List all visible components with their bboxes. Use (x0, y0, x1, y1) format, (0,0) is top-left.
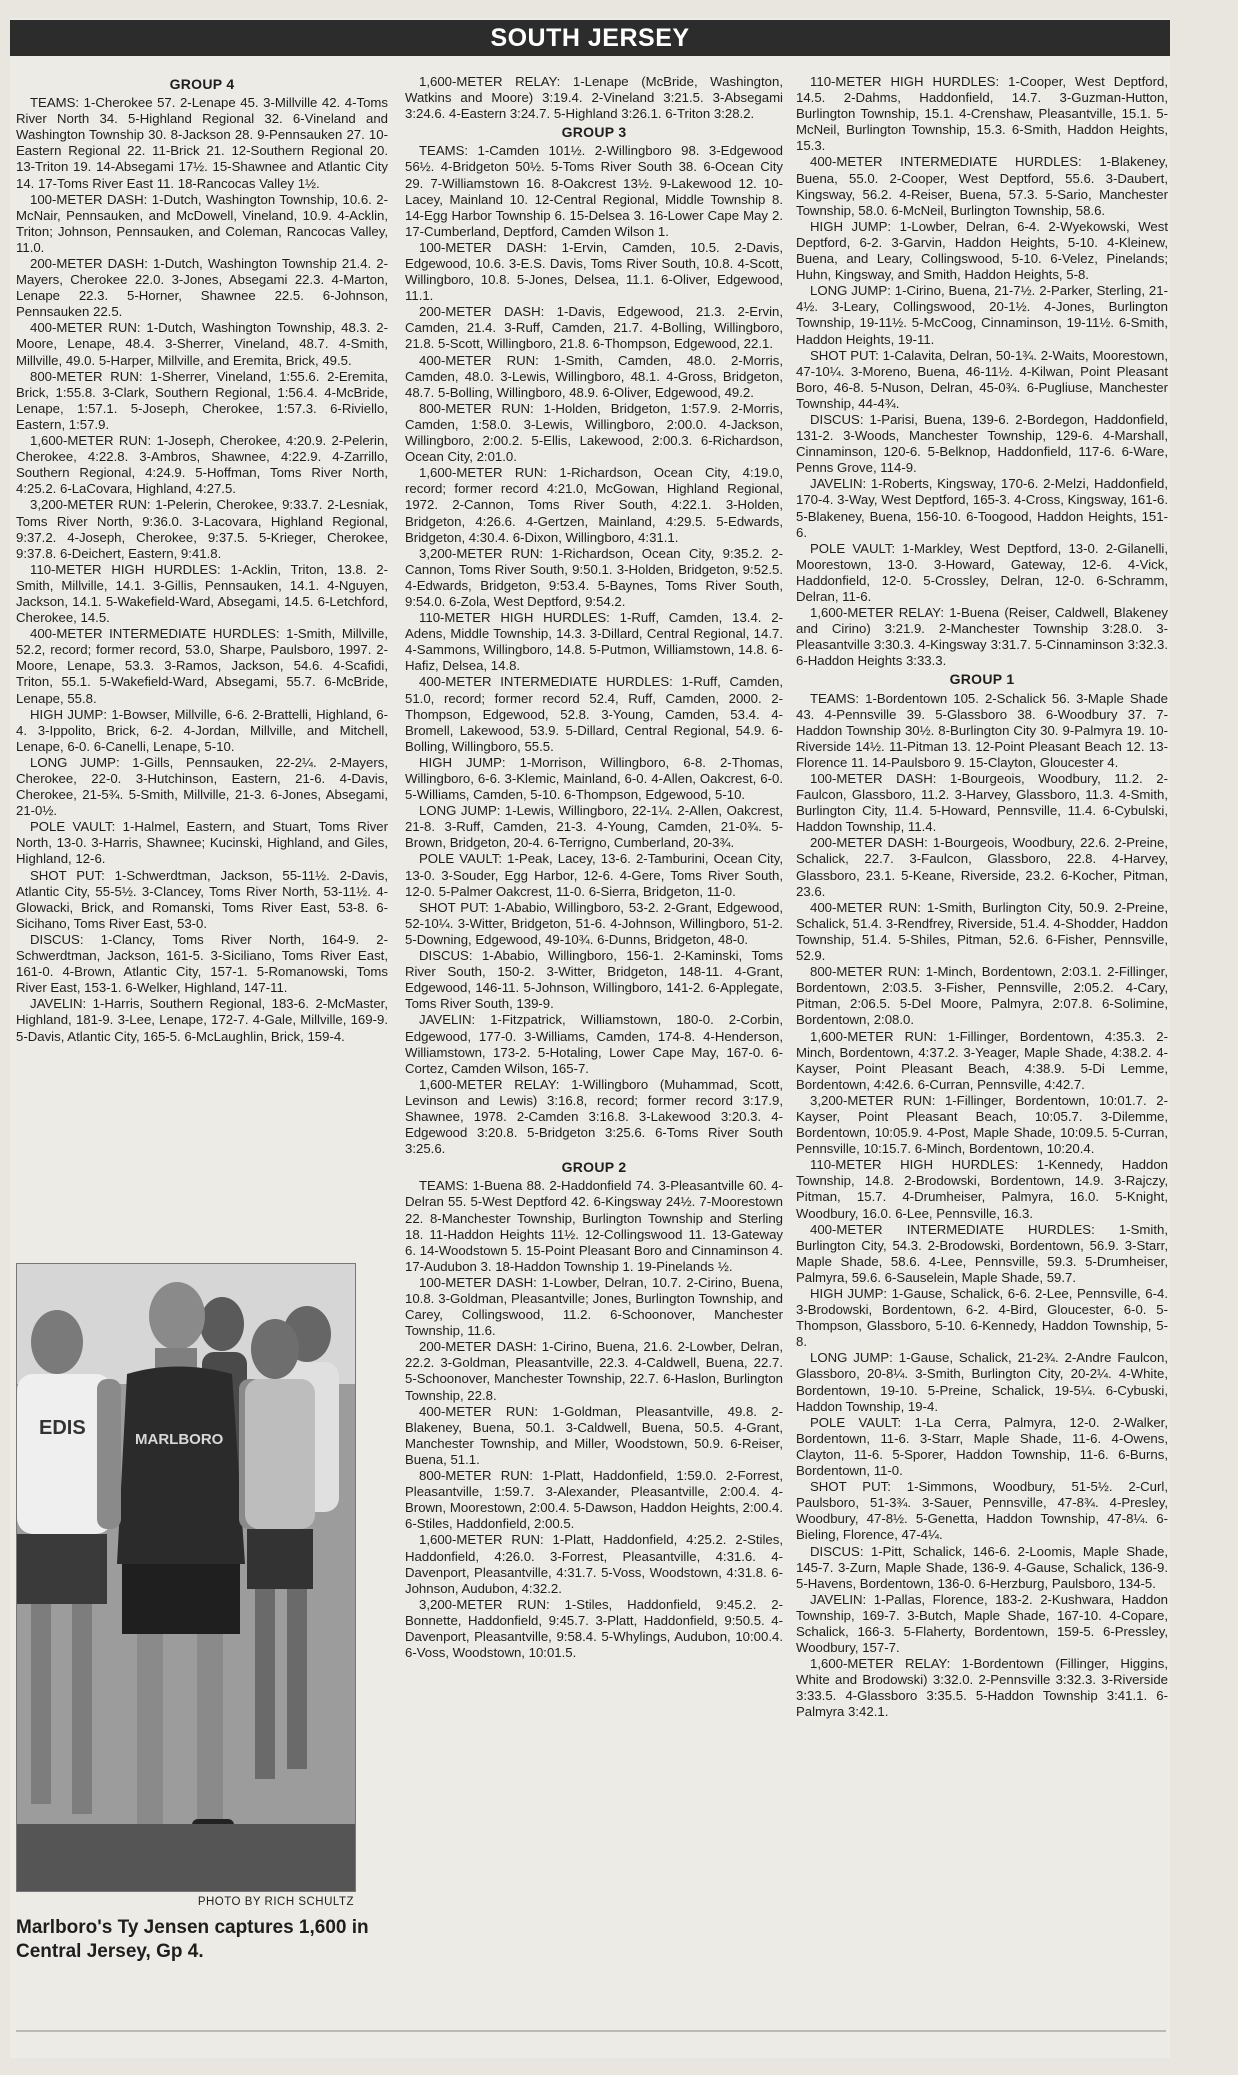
results-paragraph: 400-METER RUN: 1-Smith, Camden, 48.0. 2-Morris, Camden, 48.0. 3-Lewis, Willingboro, 48.1. 4-Gross, Bridgeton, 48.7. 5-Bolling, Willingboro, 48.9. 6-Oliver, Edgewood, 49.2. (405, 352, 783, 400)
results-paragraph: JAVELIN: 1-Harris, Southern Regional, 183-6. 2-McMaster, Highland, 181-9. 3-Lee, Lenape, 172-7. 4-Gale, Millville, 169-9. 5-Davis, Atlantic City, 165-5. 6-McLaughlin, Brick, 159-4. (16, 996, 388, 1044)
results-paragraph: LONG JUMP: 1-Cirino, Buena, 21-7½. 2-Parker, Sterling, 21-4½. 3-Leary, Collingswood, 20-1½. 4-Jones, Burlington Township, 19-11½. 5-McCoog, Cinnaminson, 19-11½. 6-Smith, Haddon Heights, 19-11. (796, 283, 1168, 347)
results-paragraph: POLE VAULT: 1-Halmel, Eastern, and Stuart, Toms River North, 13-0. 3-Harris, Shawnee; Kucinski, Highland, and Giles, Highland, 12-6. (16, 819, 388, 867)
results-paragraph: TEAMS: 1-Buena 88. 2-Haddonfield 74. 3-Pleasantville 60. 4-Delran 55. 5-West Deptford 42. 6-Kingsway 24½. 7-Moorestown 22. 8-Manchester Township, Burlington Township and Sterling 18. 11-Haddon Heights 11½. 12-Collingswood 11. 13-Gateway 6. 14-Woodstown 5. 15-Point Pleasant Boro and Cinnaminson 4. 17-Audubon 3. 18-Haddon Township 1. 19-Pinelands ½. (405, 1178, 783, 1274)
results-paragraph: 200-METER DASH: 1-Davis, Edgewood, 21.3. 2-Ervin, Camden, 21.4. 3-Ruff, Camden, 21.7. 4-Bolling, Willingboro, 21.8. 5-Scott, Willingboro, 21.8. 6-Thompson, Edgewood, 22.1. (405, 304, 783, 352)
runners-photo (16, 1263, 356, 1892)
results-column-2 (405, 74, 783, 1661)
results-paragraph: DISCUS: 1-Ababio, Willingboro, 156-1. 2-Kaminski, Toms River South, 150-2. 3-Witter, Bridgeton, 148-11. 4-Grant, Edgewood, 146-11. 5-Johnson, Willingboro, 141-2. 6-Applegate, Toms River South, 139-9. (405, 948, 783, 1012)
results-paragraph: 400-METER RUN: 1-Dutch, Washington Township, 48.3. 2-Moore, Lenape, 48.4. 3-Sherrer, Vineland, 48.7. 4-Smith, Millville, 49.0. 5-Harper, Millville, and Eremita, Brick, 49.5. (16, 320, 388, 368)
results-paragraph: 400-METER INTERMEDIATE HURDLES: 1-Ruff, Camden, 51.0, record; former record 52.4, Ruff, Camden, 2000. 2-Thompson, Edgewood, 52.8. 3-Young, Camden, 53.4. 4-Bromell, Lakewood, 53.9. 5-Dillard, Central Regional, 54.9. 6-Bolling, Willingboro, 55.5. (405, 674, 783, 754)
results-column-1 (16, 74, 388, 1045)
results-paragraph: TEAMS: 1-Cherokee 57. 2-Lenape 45. 3-Millville 42. 4-Toms River North 34. 5-Highland Regional 32. 6-Vineland and Washington Township 30. 8-Jackson 28. 9-Pennsauken 27. 10-Eastern Regional 22. 11-Brick 21. 12-Southern Regional 20. 13-Triton 19. 14-Absegami 17½. 15-Shawnee and Atlantic City 14. 17-Toms River East 11. 18-Rancocas Valley 1½. (16, 95, 388, 191)
section-title: SOUTH JERSEY (490, 23, 690, 52)
results-paragraph: 200-METER DASH: 1-Dutch, Washington Township 21.4. 2-Mayers, Cherokee 22.0. 3-Jones, Absegami 22.3. 4-Marton, Lenape 22.3. 5-Horner, Shawnee 22.5. 6-Johnson, Pennsauken 22.5. (16, 256, 388, 320)
results-paragraph: 100-METER DASH: 1-Ervin, Camden, 10.5. 2-Davis, Edgewood, 10.6. 3-E.S. Davis, Toms River South, 10.8. 4-Scott, Willingboro, 10.8. 5-Jones, Delsea, 11.1. 6-Oliver, Edgewood, 11.1. (405, 239, 783, 304)
results-paragraph: LONG JUMP: 1-Gause, Schalick, 21-2¾. 2-Andre Faulcon, Glassboro, 20-8¼. 3-Smith, Burlington City, 20-2¼. 4-White, Bordentown, 19-10. 5-Preine, Schalick, 19-5¼. 6-Cybuski, Haddon Township, 19-4. (796, 1350, 1168, 1414)
jersey-text-left: EDIS (39, 1417, 86, 1439)
section-banner (10, 20, 1170, 56)
results-paragraph: 800-METER RUN: 1-Minch, Bordentown, 2:03.1. 2-Fillinger, Bordentown, 2:03.5. 3-Fisher, Pennsville, 2:05.2. 4-Cary, Pitman, 2:06.5. 5-Del Moore, Palmyra, 2:07.8. 6-Solimine, Bordentown, 2:08.0. (796, 964, 1168, 1028)
results-paragraph: 1,600-METER RELAY: 1-Willingboro (Muhammad, Scott, Levinson and Lewis) 3:16.8, record; former record 3:17.9, Shawnee, 1978. 2-Camden 3:16.8. 3-Lakewood 3:20.3. 4-Edgewood 3:20.8. 5-Bridgeton 3:25.6. 6-Toms River South 3:25.6. (405, 1076, 783, 1157)
results-paragraph: JAVELIN: 1-Fitzpatrick, Williamstown, 180-0. 2-Corbin, Edgewood, 177-0. 3-Williams, Camden, 174-8. 4-Henderson, Williamstown, 173-2. 5-Hotaling, Lower Cape May, 167-0. 6-Cortez, Camden Wilson, 165-7. (405, 1012, 783, 1076)
results-paragraph: 1,600-METER RUN: 1-Platt, Haddonfield, 4:25.2. 2-Stiles, Haddonfield, 4:26.0. 3-Forrest, Pleasantville, 4:31.6. 4-Davenport, Pleasantville, 4:31.7. 5-Voss, Woodstown, 4:31.8. 6-Johnson, Audubon, 4:32.2. (405, 1532, 783, 1596)
results-paragraph: 3,200-METER RUN: 1-Stiles, Haddonfield, 9:45.2. 2-Bonnette, Haddonfield, 9:45.7. 3-Platt, Haddonfield, 9:50.5. 4-Davenport, Pleasantville, 9:58.4. 5-Whylings, Audubon, 10:00.4. 6-Voss, Woodstown, 10:01.5. (405, 1596, 783, 1661)
results-paragraph: DISCUS: 1-Clancy, Toms River North, 164-9. 2-Schwerdtman, Jackson, 161-5. 3-Siciliano, Toms River East, 161-0. 4-Brown, Atlantic City, 157-1. 5-Romanowski, Toms River East, 153-1. 6-Welker, Highland, 147-11. (16, 931, 388, 996)
results-paragraph: SHOT PUT: 1-Calavita, Delran, 50-1¾. 2-Waits, Moorestown, 47-10¼. 3-Moreno, Buena, 46-11½. 4-Kilwan, Point Pleasant Boro, 46-8. 5-Nuson, Delran, 45-0¾. 6-Pugliuse, Manchester Township, 44-4¾. (796, 347, 1168, 411)
results-paragraph: 1,600-METER RUN: 1-Richardson, Ocean City, 4:19.0, record; former record 4:21.0, McGowan, Highland Regional, 1972. 2-Cannon, Toms River South, 4:22.1. 3-Holden, Bridgeton, 4:26.6. 4-Gertzen, Mainland, 4:29.5. 5-Edwards, Bridgeton, 4:30.4. 6-Dixon, Willingboro, 4:31.1. (405, 465, 783, 545)
results-paragraph: POLE VAULT: 1-Peak, Lacey, 13-6. 2-Tamburini, Ocean City, 13-0. 3-Souder, Egg Harbor, 12-6. 4-Gere, Toms River South, 12-0. 5-Palmer Oakcrest, 11-0. 6-Sierra, Bridgeton, 11-0. (405, 851, 783, 899)
results-paragraph: 400-METER RUN: 1-Smith, Burlington City, 50.9. 2-Preine, Schalick, 51.4. 3-Rendfrey, Riverside, 51.4. 4-Shodder, Haddon Township, 51.4. 5-Shiles, Pitman, 52.6. 6-Fisher, Pennsville, 52.9. (796, 899, 1168, 964)
results-paragraph: 800-METER RUN: 1-Platt, Haddonfield, 1:59.0. 2-Forrest, Pleasantville, 1:59.7. 3-Alexander, Pleasantville, 2:00.4. 4-Brown, Moorestown, 2:00.4. 5-Dawson, Haddon Heights, 2:00.4. 6-Stiles, Haddonfield, 2:00.5. (405, 1468, 783, 1532)
results-paragraph: HIGH JUMP: 1-Morrison, Willingboro, 6-8. 2-Thomas, Willingboro, 6-6. 3-Klemic, Mainland, 6-0. 4-Allen, Oakcrest, 6-0. 5-Williams, Camden, 5-10. 6-Thompson, Edgewood, 5-10. (405, 754, 783, 803)
group-heading: GROUP 2 (561, 1159, 627, 1176)
results-paragraph: 3,200-METER RUN: 1-Fillinger, Bordentown, 10:01.7. 2-Kayser, Point Pleasant Beach, 10:05.7. 3-Dilemme, Bordentown, 10:05.9. 4-Post, Maple Shade, 10:09.5. 5-Curran, Pennsville, 10:15.7. 6-Minch, Bordentown, 10:20.4. (796, 1092, 1168, 1157)
results-paragraph: 800-METER RUN: 1-Holden, Bridgeton, 1:57.9. 2-Morris, Camden, 1:58.0. 3-Lewis, Willingboro, 2:00.0. 4-Jackson, Willingboro, 2:00.2. 5-Ellis, Lakewood, 2:00.3. 6-Richardson, Ocean City, 2:01.0. (405, 400, 783, 465)
results-paragraph: 110-METER HIGH HURDLES: 1-Kennedy, Haddon Township, 14.8. 2-Brodowski, Bordentown, 14.9. 3-Rajczy, Pitman, 15.7. 4-Drumheiser, Palmyra, 16.0. 5-Knight, Woodbury, 16.0. 6-Lee, Pennsville, 16.3. (796, 1157, 1168, 1221)
results-paragraph: 200-METER DASH: 1-Bourgeois, Woodbury, 22.6. 2-Preine, Schalick, 22.7. 3-Faulcon, Glassboro, 22.8. 4-Harvey, Glassboro, 23.1. 5-Keane, Riverside, 23.2. 6-Kocher, Pitman, 23.6. (796, 835, 1168, 899)
results-paragraph: 400-METER RUN: 1-Goldman, Pleasantville, 49.8. 2-Blakeney, Buena, 50.1. 3-Caldwell, Buena, 50.5. 4-Grant, Manchester Township, and Miller, Woodstown, 50.9. 6-Reiser, Buena, 51.1. (405, 1403, 783, 1467)
results-paragraph: DISCUS: 1-Parisi, Buena, 139-6. 2-Bordegon, Haddonfield, 131-2. 3-Woods, Manchester Township, 129-6. 4-Marshall, Cinnaminson, 120-6. 5-Belknop, Haddonfield, 117-6. 6-Ware, Penns Grove, 114-9. (796, 411, 1168, 476)
results-paragraph: HIGH JUMP: 1-Bowser, Millville, 6-6. 2-Brattelli, Highland, 6-4. 3-Ippolito, Brick, 6-2. 4-Jordan, Millville, and Mitchell, Lenape, 6-0. 6-Canelli, Lenape, 5-10. (16, 706, 388, 754)
results-paragraph: HIGH JUMP: 1-Lowber, Delran, 6-4. 2-Wyekowski, West Deptford, 6-2. 3-Garvin, Haddon Heights, 5-10. 4-Kleinew, Buena, and Leary, Collingswood, 5-10. 6-Velez, Pinelands; Huhn, Kingsway, and Smith, Haddon Heights, 5-8. (796, 218, 1168, 283)
group-heading: GROUP 3 (561, 124, 627, 141)
results-paragraph: LONG JUMP: 1-Gills, Pennsauken, 22-2¼. 2-Mayers, Cherokee, 22-0. 3-Hutchinson, Eastern, 21-6. 4-Davis, Cherokee, 21-5¾. 5-Smith, Millville, 21-3. 6-Jones, Absegami, 21-0½. (16, 754, 388, 819)
results-paragraph: 110-METER HIGH HURDLES: 1-Acklin, Triton, 13.8. 2-Smith, Millville, 14.1. 3-Gillis, Pennsauken, 14.1. 4-Nguyen, Jackson, 14.1. 5-Wakefield-Ward, Absegami, 14.5. 6-Letchford, Cherokee, 14.5. (16, 561, 388, 626)
results-paragraph: HIGH JUMP: 1-Gause, Schalick, 6-6. 2-Lee, Pennsville, 6-4. 3-Brodowski, Bordentown, 6-2. 4-Bird, Gloucester, 6-0. 5-Thompson, Glassboro, 5-10. 6-Kennedy, Haddon Township, 5-8. (796, 1286, 1168, 1350)
results-paragraph: SHOT PUT: 1-Schwerdtman, Jackson, 55-11½. 2-Davis, Atlantic City, 55-5½. 3-Clancey, Toms River North, 53-11½. 4-Glowacki, Brick, and Romanski, Toms River East, 53-8. 6-Sicihano, Toms River East, 53-0. (16, 867, 388, 931)
results-paragraph: 1,600-METER RUN: 1-Joseph, Cherokee, 4:20.9. 2-Pelerin, Cherokee, 4:22.8. 3-Ambros, Shawnee, 4:22.9. 4-Zarrillo, Southern Regional, 4:24.9. 5-Hoffman, Toms River North, 4:25.2. 6-LaCovara, Highland, 4:27.5. (16, 433, 388, 497)
results-paragraph: DISCUS: 1-Pitt, Schalick, 146-6. 2-Loomis, Maple Shade, 145-7. 3-Zurn, Maple Shade, 136-9. 4-Gause, Schalick, 136-9. 5-Havens, Bordentown, 136-0. 6-Herzburg, Paulsboro, 134-5. (796, 1543, 1168, 1591)
results-paragraph: 400-METER INTERMEDIATE HURDLES: 1-Blakeney, Buena, 55.0. 2-Cooper, West Deptford, 55.6. 3-Daubert, Kingsway, 56.2. 4-Reiser, Buena, 57.3. 5-Sario, Manchester Township, 58.0. 6-McNeil, Burlington Township, 58.6. (796, 154, 1168, 218)
results-paragraph: 800-METER RUN: 1-Sherrer, Vineland, 1:55.6. 2-Eremita, Brick, 1:55.8. 3-Clark, Southern Regional, 1:56.4. 4-McBride, Lenape, 1:57.1. 5-Joseph, Cherokee, 1:57.3. 6-Riviello, Eastern, 1:57.9. (16, 368, 388, 432)
results-paragraph: JAVELIN: 1-Roberts, Kingsway, 170-6. 2-Melzi, Haddonfield, 170-4. 3-Way, West Deptford, 165-3. 4-Cross, Kingsway, 161-6. 5-Blakeney, Buena, 156-10. 6-Toogood, Haddon Heights, 151-6. (796, 476, 1168, 540)
results-paragraph: 3,200-METER RUN: 1-Richardson, Ocean City, 9:35.2. 2-Cannon, Toms River South, 9:50.1. 3-Holden, Bridgeton, 9:52.5. 4-Edwards, Bridgeton, 9:53.4. 5-Baynes, Toms River South, 9:54.0. 6-Zola, West Deptford, 9:54.2. (405, 545, 783, 609)
results-paragraph: 400-METER INTERMEDIATE HURDLES: 1-Smith, Burlington City, 54.3. 2-Brodowski, Bordentown, 56.9. 3-Starr, Maple Shade, 58.6. 4-Lee, Pennsville, 59.3. 5-Drumheiser, Palmyra, 59.6. 6-Sauselein, Maple Shade, 59.7. (796, 1221, 1168, 1285)
results-paragraph: 3,200-METER RUN: 1-Pelerin, Cherokee, 9:33.7. 2-Lesniak, Toms River North, 9:36.0. 3-Lacovara, Highland Regional, 9:37.2. 4-Joseph, Cherokee, 9:37.5. 5-Krieger, Cherokee, 9:37.8. 6-Deichert, Eastern, 9:41.8. (16, 497, 388, 561)
results-paragraph: SHOT PUT: 1-Simmons, Woodbury, 51-5½. 2-Curl, Paulsboro, 51-3¾. 3-Sauer, Pennsville, 47-8¾. 4-Presley, Woodbury, 47-8½. 5-Genetta, Haddon Township, 47-8¼. 6-Bieling, Florence, 47-4¼. (796, 1479, 1168, 1543)
results-paragraph: 1,600-METER RUN: 1-Fillinger, Bordentown, 4:35.3. 2-Minch, Bordentown, 4:37.2. 3-Yeager, Maple Shade, 4:38.2. 4-Kayser, Point Pleasant Beach, 4:38.9. 5-Di Lemme, Bordentown, 4:42.6. 6-Curran, Pennsville, 4:42.7. (796, 1028, 1168, 1092)
results-paragraph: JAVELIN: 1-Pallas, Florence, 183-2. 2-Kushwara, Haddon Township, 169-7. 3-Butch, Maple Shade, 167-10. 4-Copare, Schalick, 166-3. 5-Flaherty, Bordentown, 159-5. 6-Pressley, Woodbury, 157-7. (796, 1591, 1168, 1656)
bottom-rule (16, 2030, 1166, 2032)
results-paragraph: 100-METER DASH: 1-Dutch, Washington Township, 10.6. 2-McNair, Pennsauken, and McDowell, Vineland, 10.9. 4-Acklin, Triton; Johnson, Pennsauken, and Coleman, Rancocas Valley, 11.0. (16, 191, 388, 255)
results-paragraph: 100-METER DASH: 1-Lowber, Delran, 10.7. 2-Cirino, Buena, 10.8. 3-Goldman, Pleasantville; Jones, Burlington Township, and Carey, Collingswood, 11.2. 6-Schoonover, Manchester Township, 11.6. (405, 1274, 783, 1339)
group-heading: GROUP 1 (949, 671, 1015, 688)
results-paragraph: 110-METER HIGH HURDLES: 1-Cooper, West Deptford, 14.5. 2-Dahms, Haddonfield, 14.7. 3-Guzman-Hutton, Burlington Township, 15.1. 4-Crenshaw, Pleasantville, 15.1. 5-McNeil, Burlington Township, 15.3. 6-Smith, Haddon Heights, 15.3. (796, 74, 1168, 154)
results-paragraph: 200-METER DASH: 1-Cirino, Buena, 21.6. 2-Lowber, Delran, 22.2. 3-Goldman, Pleasantville, 22.3. 4-Caldwell, Buena, 22.7. 5-Schoonover, Manchester Township, 22.7. 6-Haslon, Burlington Township, 22.8. (405, 1339, 783, 1403)
results-paragraph: 400-METER INTERMEDIATE HURDLES: 1-Smith, Millville, 52.2, record; former record, 53.0, Sharpe, Paulsboro, 1997. 2-Moore, Lenape, 53.3. 3-Ramos, Jackson, 54.6. 4-Scafidi, Triton, 55.1. 5-Wakefield-Ward, Absegami, 55.7. 6-McBride, Lenape, 55.8. (16, 626, 388, 706)
results-paragraph: POLE VAULT: 1-La Cerra, Palmyra, 12-0. 2-Walker, Bordentown, 11-6. 3-Starr, Maple Shade, 11-6. 4-Owens, Clayton, 11-6. 5-Sporer, Haddon Township, 11-6. 6-Burns, Bordentown, 11-0. (796, 1414, 1168, 1479)
results-paragraph: 100-METER DASH: 1-Bourgeois, Woodbury, 11.2. 2-Faulcon, Glassboro, 11.2. 3-Harvey, Glassboro, 11.3. 4-Smith, Burlington City, 11.4. 5-Howard, Pennsville, 11.4. 6-Cybulski, Haddon Township, 11.4. (796, 771, 1168, 835)
results-paragraph: 1,600-METER RELAY: 1-Buena (Reiser, Caldwell, Blakeney and Cirino) 3:21.9. 2-Manchester Township 3:28.0. 3-Pleasantville 3:30.3. 4-Kingsway 3:31.7. 5-Cinnaminson 3:32.3. 6-Haddon Heights 3:33.3. (796, 605, 1168, 669)
results-paragraph: POLE VAULT: 1-Markley, West Deptford, 13-0. 2-Gilanelli, Moorestown, 13-0. 3-Howard, Gateway, 12-6. 4-Vick, Haddonfield, 12-0. 5-Crossley, Delran, 12-0. 6-Schramm, Delran, 11-6. (796, 540, 1168, 604)
results-paragraph: SHOT PUT: 1-Ababio, Willingboro, 53-2. 2-Grant, Edgewood, 52-10¼. 3-Witter, Bridgeton, 51-6. 4-Johnson, Willingboro, 51-2. 5-Downing, Edgewood, 49-10¾. 6-Dunns, Bridgeton, 48-0. (405, 899, 783, 947)
group-heading: GROUP 4 (169, 76, 235, 92)
results-paragraph: LONG JUMP: 1-Lewis, Willingboro, 22-1¼. 2-Allen, Oakcrest, 21-8. 3-Ruff, Camden, 21-3. 4-Young, Camden, 21-0¾. 5-Brown, Bridgeton, 20-4. 6-Terrigno, Cumberland, 20-3¾. (405, 803, 783, 851)
results-column-3 (796, 74, 1168, 1721)
photo-caption: Marlboro's Ty Jensen captures 1,600 in Central Jersey, Gp 4. (16, 1917, 369, 1962)
results-paragraph: TEAMS: 1-Camden 101½. 2-Willingboro 98. 3-Edgewood 56½. 4-Bridgeton 50½. 5-Toms River South 38. 6-Ocean City 29. 7-Williamstown 16. 8-Oakcrest 13½. 9-Lakewood 12. 10-Lacey, Mainland 10. 12-Central Regional, Middle Township 8. 14-Egg Harbor Township 6. 15-Delsea 3. 16-Lower Cape May 2. 17-Cumberland, Deptford, Camden Wilson 1. (405, 143, 783, 239)
jersey-text-center: MARLBORO (135, 1431, 224, 1448)
results-paragraph: 1,600-METER RELAY: 1-Bordentown (Fillinger, Higgins, White and Brodowski) 3:32.0. 2-Pennsville 3:32.3. 3-Riverside 3:33.5. 4-Glassboro 3:35.5. 5-Haddon Township 3:41.1. 6-Palmyra 3:42.1. (796, 1656, 1168, 1720)
photo-credit: PHOTO BY RICH SCHULTZ (197, 1896, 354, 1908)
results-paragraph: TEAMS: 1-Bordentown 105. 2-Schalick 56. 3-Maple Shade 43. 4-Pennsville 39. 5-Glassboro 38. 6-Woodbury 37. 7-Haddon Township 30½. 8-Burlington City 30. 9-Palmyra 19. 10-Riverside 14½. 11-Pitman 13. 12-Point Pleasant Beach 12. 13-Florence 11. 14-Paulsboro 9. 15-Clayton, Gloucester 4. (796, 690, 1168, 770)
results-paragraph: 110-METER HIGH HURDLES: 1-Ruff, Camden, 13.4. 2-Adens, Middle Township, 14.3. 3-Dillard, Central Regional, 14.7. 4-Sammons, Willingboro, 14.8. 5-Putmon, Williamstown, 14.8. 6-Hafiz, Delsea, 14.8. (405, 610, 783, 674)
results-paragraph: 1,600-METER RELAY: 1-Lenape (McBride, Washington, Watkins and Moore) 3:19.4. 2-Vineland 3:21.5. 3-Absegami 3:24.6. 4-Eastern 3:24.7. 5-Highland 3:26.1. 6-Triton 3:28.2. (405, 74, 783, 122)
